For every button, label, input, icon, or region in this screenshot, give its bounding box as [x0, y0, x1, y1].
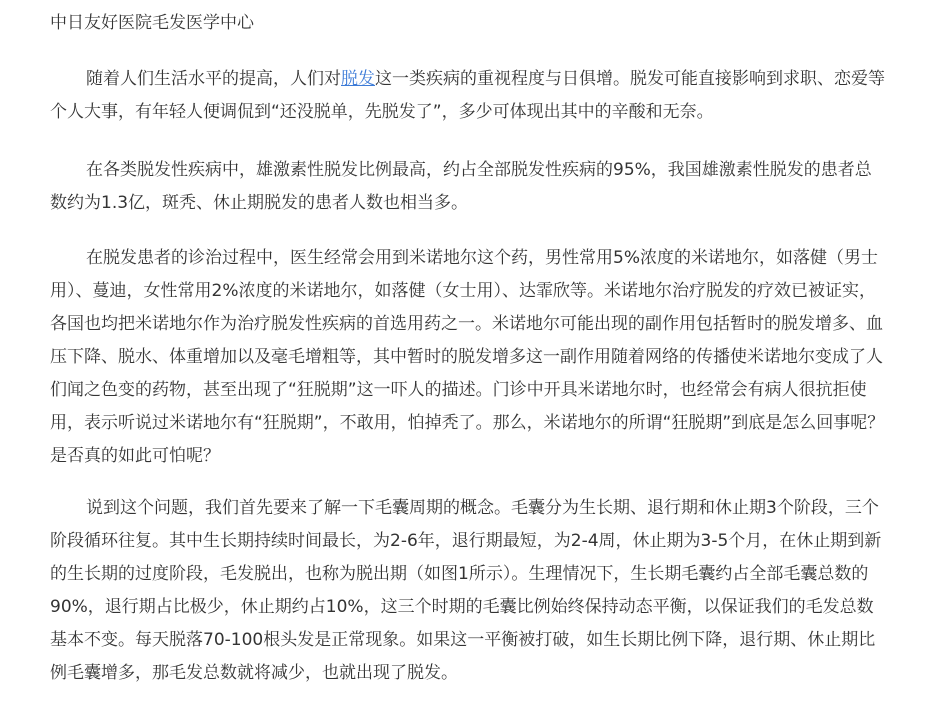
paragraph-2 — [50, 154, 886, 220]
article-source: 中日友好医院毛发医学中心 — [50, 13, 254, 33]
paragraph-1 — [50, 63, 886, 129]
paragraph-3-text: 在脱发患者的诊治过程中，医生经常会用到米诺地尔这个药，男性常用5%浓度的米诺地尔，如落健（男士用）、蔓迪，女性常用2%浓度的米诺地尔，如落健（女士用）、达霏欣等。米诺地尔治疗脱发的疗效已被证实，各国也均把米诺地尔作为治疗脱发性疾病的首选用药之一。米诺地尔可能出现的副作用包括暂时的脱发增多、血压下降、脱水、体重增加以及毫毛增粗等，其中暂时的脱发增多这一副作用随着网络的传播使米诺地尔变成了人们闻之色变的药物，甚至出现了“狂脱期”这一吓人的描述。门诊中开具米诺地尔时，也经常会有病人很抗拒使用，表示听说过米诺地尔有“狂脱期”，不敢用，怕掉秃了。那么，米诺地尔的所谓“狂脱期”到底是怎么回事呢？是否真的如此可怕呢？ — [50, 248, 885, 466]
hair-loss-link[interactable]: 脱发 — [341, 69, 375, 89]
paragraph-4-text: 说到这个问题，我们首先要来了解一下毛囊周期的概念。毛囊分为生长期、退行期和休止期3个阶段，三个阶段循环往复。其中生长期持续时间最长，为2-6年，退行期最短，为2-4周，休止期为3-5个月，在休止期到新的生长期的过度阶段，毛发脱出，也称为脱出期（如图1所示）。生理情况下，生长期毛囊约占全部毛囊总数的90%，退行期占比极少，休止期约占10%，这三个时期的毛囊比例始终保持动态平衡，以保证我们的毛发总数基本不变。每天脱落70-100根头发是正常现象。如果这一平衡被打破，如生长期比例下降，退行期、休止期比例毛囊增多，那毛发总数就将减少，也就出现了脱发。 — [50, 498, 882, 683]
paragraph-1-text-after: 这一类疾病的重视程度与日俱增。脱发可能直接影响到求职、恋爱等个人大事，有年轻人便调侃到“还没脱单，先脱发了”，多少可体现出其中的辛酸和无奈。 — [50, 69, 885, 122]
paragraph-4 — [50, 492, 886, 690]
paragraph-1-text-before: 随着人们生活水平的提高，人们对 — [86, 69, 341, 89]
paragraph-3 — [50, 242, 886, 473]
paragraph-2-text: 在各类脱发性疾病中，雄激素性脱发比例最高，约占全部脱发性疾病的95%，我国雄激素性脱发的患者总数约为1.3亿，斑秃、休止期脱发的患者人数也相当多。 — [50, 160, 872, 213]
